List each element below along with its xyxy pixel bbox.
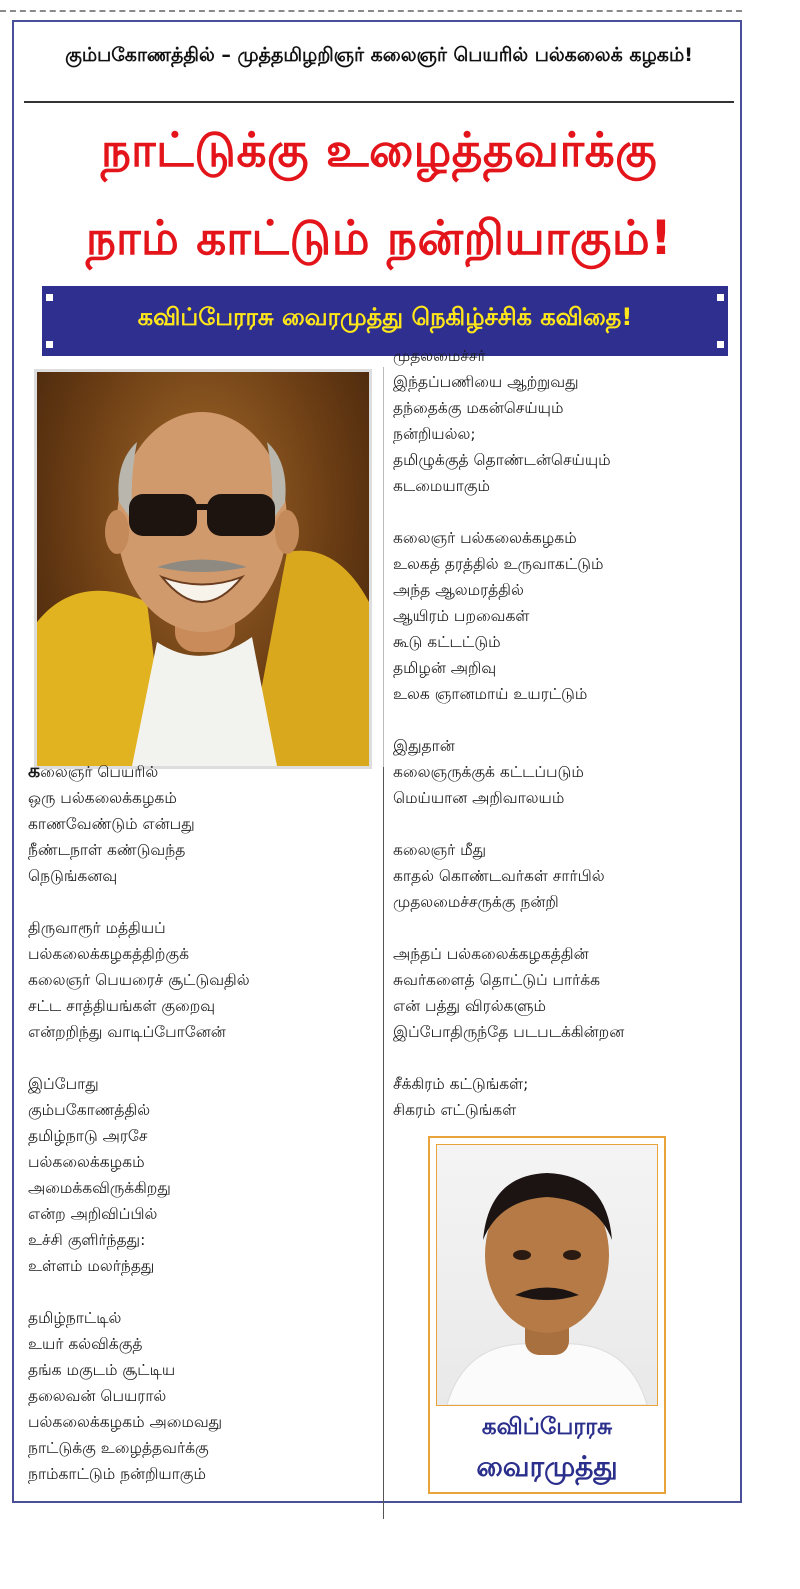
poem-line: பல்கலைக்கழகம் அமைவது	[28, 1413, 223, 1431]
poem-line: கடமையாகும்	[393, 477, 490, 495]
poem-stanza	[393, 733, 723, 811]
poem-line: உச்சி குளிர்ந்தது:	[28, 1231, 146, 1249]
poem-dropcap: க	[28, 760, 41, 782]
author-box	[428, 1136, 666, 1494]
poem-stanza	[28, 758, 358, 889]
poem-line: கூடு கட்டட்டும்	[393, 633, 501, 651]
headline-line-1: நாட்டுக்கு உழைத்தவர்க்கு	[100, 123, 658, 178]
poem-line: கலைஞருக்குக் கட்டப்படும்	[393, 763, 584, 781]
poem-line: உள்ளம் மலர்ந்தது	[28, 1257, 155, 1275]
page-top-dashed-rule	[0, 10, 742, 12]
poem-stanza	[28, 1305, 358, 1487]
poem-line: நீண்டநாள் கண்டுவந்த	[28, 841, 186, 859]
poem-first-line: லைஞர் பெயரில்	[40, 763, 159, 781]
poem-line: தலைவன் பெயரால்	[28, 1387, 167, 1405]
poem-line: மெய்யான அறிவாலயம்	[393, 789, 565, 807]
poem-line: தங்க மகுடம் சூட்டிய	[28, 1361, 176, 1379]
poem-line: அந்தப் பல்கலைக்கழகத்தின்	[393, 945, 589, 963]
kicker-divider	[24, 101, 734, 103]
poem-stanza	[393, 525, 723, 707]
poem-line: முதலமைச்சர்	[393, 347, 486, 365]
poem-stanza	[28, 1071, 358, 1279]
headline-line-2: நாம் காட்டும் நன்றியாகும்!	[85, 211, 673, 266]
poem-line: உலக ஞானமாய் உயரட்டும்	[393, 685, 588, 703]
poem-line: சட்ட சாத்தியங்கள் குறைவு	[28, 997, 216, 1015]
poem-line: என்ற அறிவிப்பில்	[28, 1205, 158, 1223]
poem-line: நன்றியல்ல;	[393, 425, 476, 443]
poem-line: என்றறிந்து வாடிப்போனேன்	[28, 1023, 226, 1041]
poem-line: பல்கலைக்கழகம்	[28, 1153, 145, 1171]
poem-line: இப்போதிருந்தே படபடக்கின்றன	[393, 1023, 625, 1041]
poem-line: திருவாரூர் மத்தியப்	[28, 919, 166, 937]
column-divider-upper	[383, 367, 384, 769]
article-kicker: கும்பகோணத்தில் – முத்தமிழறிஞர் கலைஞர் பெயரில் பல்கலைக் கழகம்!	[65, 44, 693, 66]
poem-stanza	[393, 941, 723, 1045]
poem-stanza	[393, 343, 723, 499]
karunanidhi-portrait-photo	[34, 369, 372, 769]
poem-line: நாட்டுக்கு உழைத்தவர்க்கு	[28, 1439, 209, 1457]
poem-line: என் பத்து விரல்களும்	[393, 997, 546, 1015]
poem-line: காணவேண்டும் என்பது	[28, 815, 195, 833]
vairamuthu-portrait-photo	[436, 1144, 658, 1406]
author-portrait-illustration	[437, 1145, 657, 1405]
poem-line: அந்த ஆலமரத்தில்	[393, 581, 524, 599]
author-title: கவிப்பேரரசு	[481, 1414, 613, 1440]
poem-line: தந்தைக்கு மகன்செய்யும்	[393, 399, 564, 417]
poem-line: பல்கலைக்கழகத்திற்குக்	[28, 945, 190, 963]
poem-line: சீக்கிரம் கட்டுங்கள்;	[393, 1075, 529, 1093]
portrait-illustration	[37, 372, 369, 766]
poem-line: இப்போது	[28, 1075, 99, 1093]
poem-line: இதுதான்	[393, 737, 455, 755]
poem-line: இந்தப்பணியை ஆற்றுவது	[393, 373, 579, 391]
poem-line: சுவர்களைத் தொட்டுப் பார்க்க	[393, 971, 601, 989]
author-name: வைரமுத்து	[476, 1450, 618, 1483]
poem-stanza	[393, 1071, 723, 1123]
poem-line: கலைஞர் பெயரைச் சூட்டுவதில்	[28, 971, 250, 989]
poem-line: தமிழன் அறிவு	[393, 659, 497, 677]
poem-line	[28, 758, 358, 785]
poem-stanza	[28, 915, 358, 1045]
poem-line: ஒரு பல்கலைக்கழகம்	[28, 789, 177, 807]
poem-line: கலைஞர் பல்கலைக்கழகம்	[393, 529, 577, 547]
poem-right-column	[393, 343, 723, 1149]
poem-line: உயர் கல்விக்குத்	[28, 1335, 143, 1353]
poem-line: தமிழ்நாட்டில்	[28, 1309, 122, 1327]
column-divider	[383, 767, 384, 1519]
poem-left-column	[28, 758, 358, 1513]
poem-line: தமிழுக்குத் தொண்டன்செய்யும்	[393, 451, 611, 469]
poem-line: உலகத் தரத்தில் உருவாகட்டும்	[393, 555, 604, 573]
poem-line: கும்பகோணத்தில்	[28, 1101, 151, 1119]
poem-stanza	[393, 837, 723, 915]
poem-line: ஆயிரம் பறவைகள்	[393, 607, 530, 625]
poem-line: அமைக்கவிருக்கிறது	[28, 1179, 171, 1197]
poem-line: தமிழ்நாடு அரசே	[28, 1127, 148, 1145]
poem-line: காதல் கொண்டவர்கள் சார்பில்	[393, 867, 605, 885]
poem-line: கலைஞர் மீது	[393, 841, 487, 859]
banner-text: கவிப்பேரரசு வைரமுத்து நெகிழ்ச்சிக் கவிதை!	[137, 303, 633, 331]
poem-line: சிகரம் எட்டுங்கள்	[393, 1101, 517, 1119]
poem-line: நாம்காட்டும் நன்றியாகும்	[28, 1465, 206, 1483]
poem-line: நெடுங்கனவு	[28, 867, 118, 885]
poem-line: முதலமைச்சருக்கு நன்றி	[393, 893, 559, 911]
